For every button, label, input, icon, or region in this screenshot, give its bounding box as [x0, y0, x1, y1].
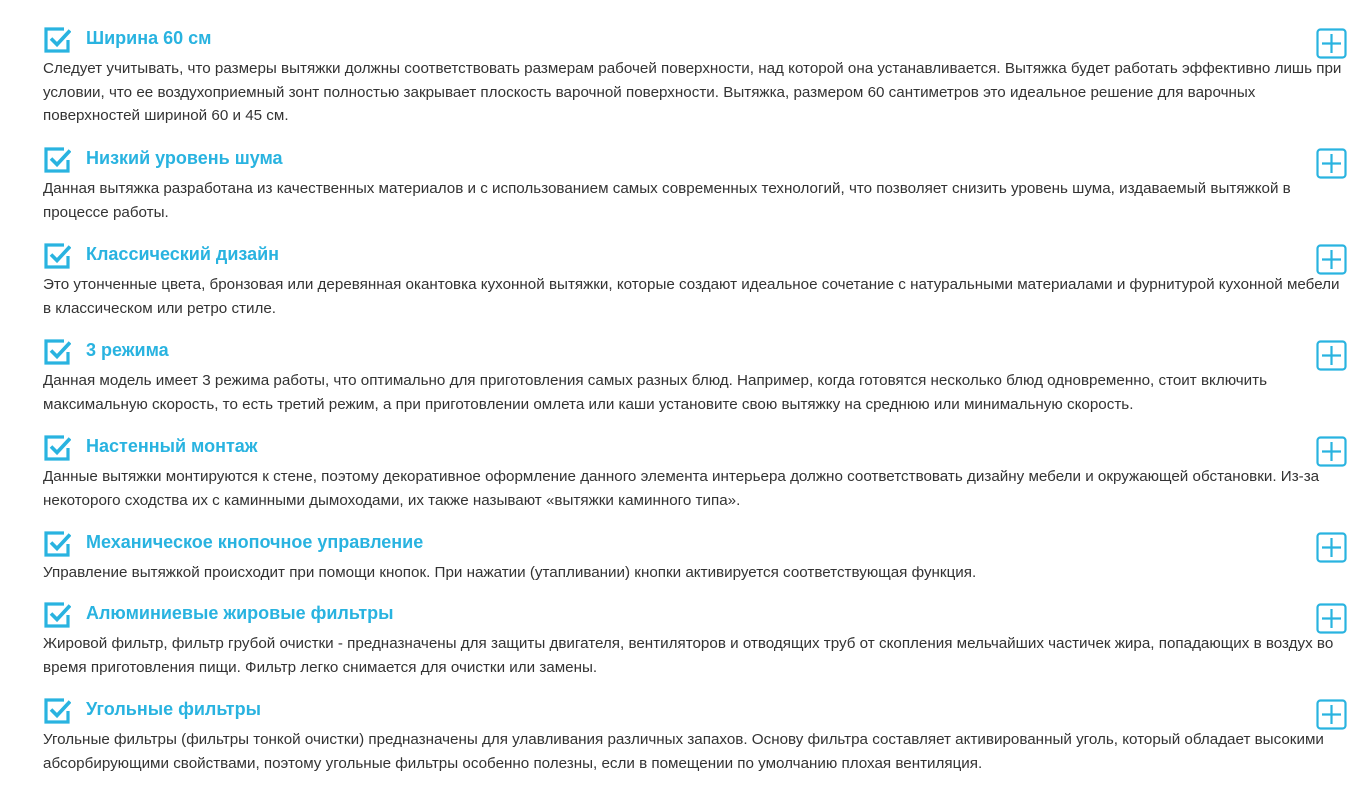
plus-square-icon: [1316, 244, 1347, 275]
checkbox-checked-icon: [43, 146, 71, 174]
feature-description: Данные вытяжки монтируются к стене, поэтому декоративное оформление данного элемента интерьера должно соответствовать дизайну мебели и окружающей обстановки. Из-за некоторого сходства их с каминными дымоходами, их также называют «вытяжки каминного типа».: [43, 468, 1320, 509]
plus-square-icon: [1316, 699, 1347, 730]
feature-description: Данная модель имеет 3 режима работы, что оптимально для приготовления самых разных блюд. Например, когда готовятся несколько блюд одновременно, стоит включить максимальную скорость, то есть третий режим, а при приготовлении омлета или каши установите свою вытяжку на среднюю или минимальную скорость.: [43, 372, 1268, 413]
feature-title: 3 режима: [86, 340, 169, 360]
expand-button[interactable]: [1316, 340, 1347, 371]
expand-button[interactable]: [1316, 436, 1347, 467]
expand-button[interactable]: [1316, 28, 1347, 59]
checkbox-checked-icon: [43, 601, 71, 629]
feature-title: Классический дизайн: [86, 244, 280, 264]
plus-square-icon: [1316, 436, 1347, 467]
expand-button[interactable]: [1316, 603, 1347, 634]
plus-square-icon: [1316, 148, 1347, 179]
checkbox-checked-icon: [43, 434, 71, 462]
feature-title: Алюминиевые жировые фильтры: [86, 603, 394, 623]
checkbox-checked-icon: [43, 26, 71, 54]
expand-button[interactable]: [1316, 699, 1347, 730]
plus-square-icon: [1316, 603, 1347, 634]
feature-description: Следует учитывать, что размеры вытяжки должны соответствовать размерам рабочей поверхности, над которой она устанавливается. Вытяжка будет работать эффективно лишь при условии, что ее воздухоприемный зонт полностью закрывает плоскость варочной поверхности. Вытяжка, размером 60 сантиметров это идеальное решение для варочных поверхностей шириной 60 и 45 см.: [43, 60, 1342, 124]
checkbox-checked-icon: [43, 242, 71, 270]
expand-button[interactable]: [1316, 244, 1347, 275]
feature-title: Угольные фильтры: [86, 699, 261, 719]
feature-description: Управление вытяжкой происходит при помощи кнопок. При нажатии (утапливании) кнопки активируется соответствующая функция.: [43, 564, 977, 581]
feature-description: Угольные фильтры (фильтры тонкой очистки) предназначены для улавливания различных запахов. Основу фильтра составляет активированный уголь, который обладает высокими абсорбирующими свойствами, поэтому угольные фильтры особенно полезны, если в помещении по умолчанию плохая вентиляция.: [43, 731, 1324, 772]
checkbox-checked-icon: [43, 338, 71, 366]
checkbox-checked-icon: [43, 530, 71, 558]
plus-square-icon: [1316, 532, 1347, 563]
plus-square-icon: [1316, 340, 1347, 371]
expand-button[interactable]: [1316, 148, 1347, 179]
feature-description: Данная вытяжка разработана из качественных материалов и с использованием самых современных технологий, что позволяет снизить уровень шума, издаваемый вытяжкой в процессе работы.: [43, 180, 1291, 221]
expand-button[interactable]: [1316, 532, 1347, 563]
checkbox-checked-icon: [43, 697, 71, 725]
feature-description: Это утонченные цвета, бронзовая или деревянная окантовка кухонной вытяжки, которые создают идеальное сочетание с натуральными материалами и фурнитурой кухонной мебели в классическом или ретро стиле.: [43, 276, 1340, 317]
feature-title: Ширина 60 см: [86, 28, 212, 48]
feature-title: Настенный монтаж: [86, 436, 258, 456]
feature-description: Жировой фильтр, фильтр грубой очистки - предназначены для защиты двигателя, вентиляторов и отводящих труб от скопления мельчайших частичек жира, попадающих в воздух во время приготовления пищи. Фильтр легко снимается для очистки или замены.: [43, 635, 1334, 676]
feature-title: Механическое кнопочное управление: [86, 532, 424, 552]
feature-title: Низкий уровень шума: [86, 148, 283, 168]
plus-square-icon: [1316, 28, 1347, 59]
